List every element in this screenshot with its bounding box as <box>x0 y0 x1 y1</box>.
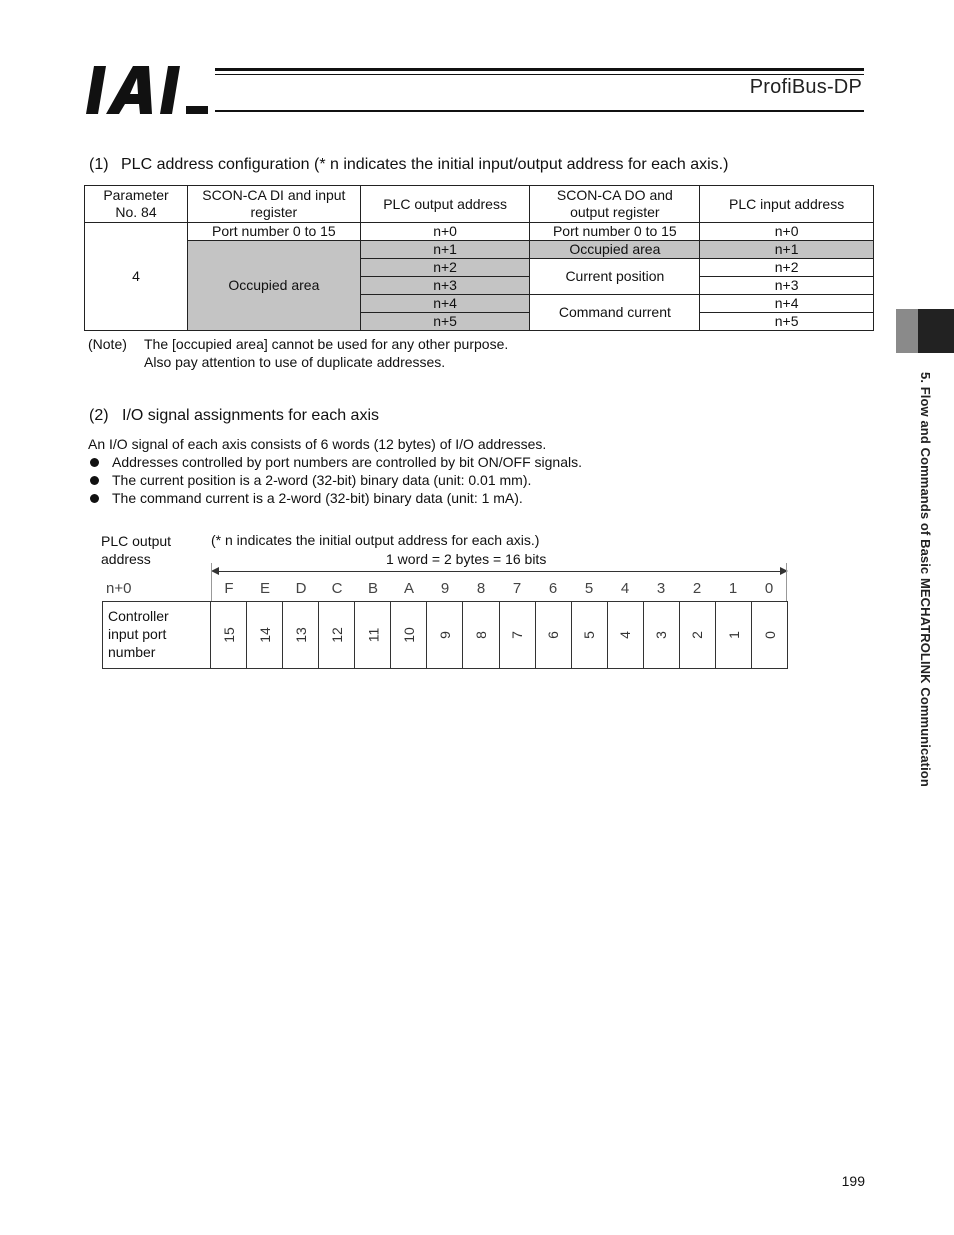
plc-in-cell: n+2 <box>700 259 874 277</box>
hex-digit: C <box>331 580 343 597</box>
chapter-tab-accent <box>896 309 918 353</box>
row-label <box>103 602 211 668</box>
port-cell <box>391 602 427 668</box>
plc-out-cell: n+0 <box>360 223 530 241</box>
plc-out-cell: n+5 <box>360 313 530 331</box>
plc-label-line-2: address <box>101 551 151 567</box>
port-number: 10 <box>400 627 417 643</box>
hex-digit: 8 <box>476 580 486 597</box>
bullet-text: Addresses controlled by port numbers are controlled by bit ON/OFF signals. <box>112 454 582 470</box>
port-number: 12 <box>328 627 345 643</box>
port-cell <box>247 602 283 668</box>
header-cell: PLC input address <box>700 186 874 223</box>
port-number: 13 <box>292 627 309 643</box>
port-cell <box>283 602 319 668</box>
port-cell <box>680 602 716 668</box>
port-number: 8 <box>472 631 489 639</box>
product-name: ProfiBus-DP <box>749 76 862 98</box>
hex-digit: 5 <box>584 580 594 597</box>
arrow-left-icon <box>211 567 219 575</box>
header-cell: Parameter No. 84 <box>85 186 188 223</box>
hex-digit: 4 <box>620 580 630 597</box>
note-line-1: The [occupied area] cannot be used for any other purpose. <box>144 336 509 352</box>
hex-digit: E <box>259 580 270 597</box>
hex-digit: 0 <box>764 580 774 597</box>
chapter-tab <box>918 309 954 353</box>
bullet-item <box>88 471 531 489</box>
hex-digit: 1 <box>728 580 738 597</box>
port-number: 3 <box>653 631 670 639</box>
plc-in-cell: n+0 <box>700 223 874 241</box>
table-header-row <box>85 186 874 223</box>
hex-digit: B <box>367 580 378 597</box>
port-number: 14 <box>256 627 273 643</box>
port-cell <box>319 602 355 668</box>
row-label-line-3: number <box>108 644 156 660</box>
iai-logo <box>86 66 210 114</box>
plc-out-cell: n+4 <box>360 295 530 313</box>
port-cell <box>536 602 572 668</box>
row-label-line-1: Controller <box>108 608 169 624</box>
page-number: 199 <box>841 1173 865 1189</box>
chapter-title: 5. Flow and Commands of Basic MECHATROLINK Communication <box>918 372 933 787</box>
port-cell <box>500 602 536 668</box>
section-1-heading <box>89 156 728 174</box>
di-occupied-cell: Occupied area <box>187 241 360 331</box>
intro-paragraph: An I/O signal of each axis consists of 6 words (12 bytes) of I/O addresses. <box>88 436 547 452</box>
section-2-heading <box>89 407 379 425</box>
hex-digit: F <box>224 580 234 597</box>
table-note <box>88 335 508 371</box>
plc-label-line-1: PLC output <box>101 533 172 549</box>
section-2-title: I/O signal assignments for each axis <box>122 407 380 424</box>
bullet-icon <box>90 458 99 467</box>
hex-digit: 7 <box>512 580 522 597</box>
port-number: 0 <box>761 631 778 639</box>
hex-digit: 6 <box>548 580 558 597</box>
bullet-icon <box>90 494 99 503</box>
port-number: 11 <box>364 627 381 643</box>
port-number-row <box>102 601 788 669</box>
hex-digit: D <box>295 580 307 597</box>
do-occupied-cell: Occupied area <box>530 241 700 259</box>
plc-in-cell: n+5 <box>700 313 874 331</box>
port-cell <box>211 602 247 668</box>
port-number: 6 <box>545 631 562 639</box>
param-value-cell: 4 <box>85 223 188 331</box>
plc-in-cell: n+3 <box>700 277 874 295</box>
port-cell <box>752 602 787 668</box>
address-label: n+0 <box>106 580 132 597</box>
port-number: 7 <box>509 631 526 639</box>
port-cell <box>463 602 499 668</box>
di-port-cell: Port number 0 to 15 <box>187 223 360 241</box>
plc-out-cell: n+1 <box>360 241 530 259</box>
port-cell <box>608 602 644 668</box>
section-1-number: (1) <box>89 156 109 173</box>
section-1-title: PLC address configuration (* n indicates the initial input/output address for each axis.) <box>121 156 729 173</box>
note-label: (Note) <box>88 336 127 352</box>
bullet-item <box>88 489 523 507</box>
section-2-number: (2) <box>89 407 109 424</box>
port-number: 9 <box>436 631 453 639</box>
bullet-item <box>88 453 582 471</box>
table-row <box>85 223 874 241</box>
hex-digit: A <box>403 580 414 597</box>
port-cell <box>427 602 463 668</box>
port-cell <box>572 602 608 668</box>
port-cell <box>644 602 680 668</box>
port-number: 1 <box>725 631 742 639</box>
hex-digit: 2 <box>692 580 702 597</box>
plc-out-cell: n+2 <box>360 259 530 277</box>
do-port-cell: Port number 0 to 15 <box>530 223 700 241</box>
note-line-2: Also pay attention to use of duplicate addresses. <box>144 354 446 370</box>
port-cell <box>716 602 752 668</box>
word-span-arrow <box>213 571 786 572</box>
port-number: 15 <box>220 627 237 643</box>
word-size-label: 1 word = 2 bytes = 16 bits <box>386 551 547 567</box>
hex-bit-row <box>211 580 787 600</box>
plc-in-cell: n+4 <box>700 295 874 313</box>
table-row <box>85 241 874 259</box>
port-cell <box>355 602 391 668</box>
header-cell: SCON-CA DI and input register <box>187 186 360 223</box>
hex-digit: 3 <box>656 580 666 597</box>
do-command-current-cell: Command current <box>530 295 700 331</box>
plc-output-address-label <box>101 532 171 568</box>
port-number: 4 <box>617 631 634 639</box>
diagram-note: (* n indicates the initial output address for each axis.) <box>211 532 540 548</box>
port-number: 5 <box>581 631 598 639</box>
bullet-text: The current position is a 2-word (32-bit) binary data (unit: 0.01 mm). <box>112 472 532 488</box>
plc-address-table <box>84 185 874 331</box>
plc-in-cell: n+1 <box>700 241 874 259</box>
header-rule-bottom <box>215 110 864 112</box>
bullet-text: The command current is a 2-word (32-bit) binary data (unit: 1 mA). <box>112 490 523 506</box>
bullet-icon <box>90 476 99 485</box>
port-number: 2 <box>689 631 706 639</box>
header-rule-thin <box>215 74 864 75</box>
hex-digit: 9 <box>440 580 450 597</box>
row-label-line-2: input port <box>108 626 167 642</box>
header-rule-thick <box>215 68 864 71</box>
plc-out-cell: n+3 <box>360 277 530 295</box>
header-cell: SCON-CA DO and output register <box>530 186 700 223</box>
do-current-position-cell: Current position <box>530 259 700 295</box>
header-cell: PLC output address <box>360 186 530 223</box>
